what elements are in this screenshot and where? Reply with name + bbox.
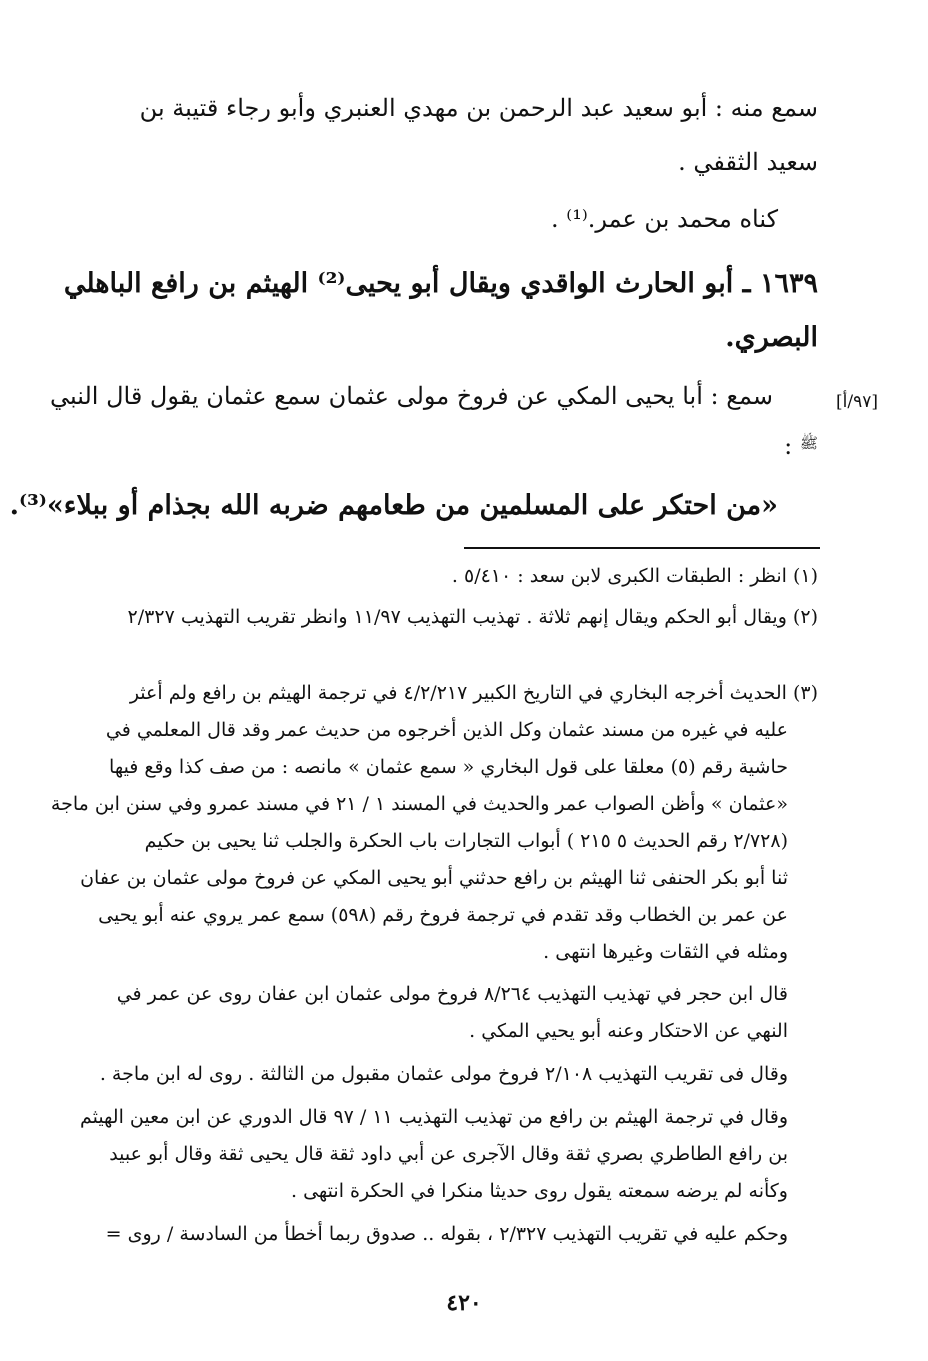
footnote-1: (١) انظر : الطبقات الكبرى لابن سعد : ٥/٤١٠ . [451,565,818,587]
footnote-3-line: (٣) الحديث أخرجه البخاري في التاريخ الكبير ٤/٢/٢١٧ في ترجمة الهيثم بن رافع ولم أعثر [129,682,818,704]
narration-line-2 [784,432,818,460]
footnote-3-paragraph-3: وقال فى تقريب التهذيب ٢/١٠٨ فروخ مولى عثمان مقبول من الثالثة . روى له ابن ماجة . [99,1063,788,1085]
footnote-3-line: عليه في غيره من مسند عثمان وكل الذين أخرجوه من حديث عمر وقد قال المعلمي في [105,719,788,741]
footnote-3-line: عن عمر بن الخطاب وقد تقدم في ترجمة فروخ رقم (٥٩٨) سمع عمر يروي عنه أبو يحيى [98,904,788,926]
intro-line-1: سمع منه : أبو سعيد عبد الرحمن بن مهدي العنبري وأبو رجاء قتيبة بن [139,94,818,122]
footnote-3-paragraph-4-line: بن رافع الطاطري بصري ثقة وقال الآجرى عن أبي داود ثقة قال يحيى ثقة وقال أبو عبيد [109,1143,788,1165]
footnote-3-paragraph-4-line: وكأنه لم يرضه سمعته يقول روى حديثا منكرا في الحكرة انتهى . [291,1180,788,1202]
footnote-3-paragraph-2-line: النهي عن الاحتكار وعنه أبو يحيي المكي . [469,1020,788,1042]
salawat-glyph: ﷺ [799,434,818,452]
footnote-3-paragraph-4-line: وقال في ترجمة الهيثم بن رافع من تهذيب التهذيب ١١ / ٩٧ قال الدوري عن ابن معين الهيثم [79,1106,788,1128]
intro-line-2: سعيد الثقفي . [678,148,818,176]
footnote-3-line: (٢/٧٢٨ رقم الحديث ٥ ٢١٥ ) أبواب التجارات باب الحكرة والجلب ثنا يحيى بن حكيم [144,830,788,852]
footnote-2: (٢) ويقال أبو الحكم ويقال إنهم ثلاثة . تهذيب التهذيب ١١/٩٧ وانظر تقريب التهذيب ٢/٣٢٧ [127,606,818,628]
page-number: ٤٢٠ [446,1290,482,1316]
entry-heading-line-2: البصري. [725,322,818,353]
hadith-text: «من احتكر على المسلمين من طعامهم ضربه الله بجذام أو ببلاء»⁽³⁾. [9,490,778,521]
entry-heading-line-1: ١٦٣٩ ـ أبو الحارث الواقدي ويقال أبو يحيى⁽²⁾ الهيثم بن رافع الباهلي [63,268,818,299]
narration-line-1: سمع : أبا يحيى المكي عن فروخ مولى عثمان سمع عثمان يقول قال النبي [49,382,773,410]
footnote-3-line: ومثله في الثقات وغيرها انتهى . [543,941,788,963]
kunya-line: كناه محمد بن عمر.⁽¹⁾ . [551,205,778,233]
footnote-3-line: «عثمان » وأظن الصواب عمر والحديث في المسند ١ / ٢١ في مسند عمرو وفي سنن ابن ماجة [50,793,788,815]
footnote-3-paragraph-5: وحكم عليه في تقريب التهذيب ٢/٣٢٧ ، بقوله .. صدوق ربما أخطأ من السادسة / روى = [105,1223,788,1245]
footnote-separator [464,547,820,549]
footnote-3-line: ثنا أبو بكر الحنفى ثنا الهيثم بن رافع حدثني أبو يحيى المكي عن فروخ مولى عثمان بن عفان [80,867,788,889]
footnote-3-line: حاشية رقم (٥) معلقا على قول البخاري « سمع عثمان » مانصه : من صف كذا وقع فيها [109,756,788,778]
manuscript-folio-marker: [٩٧/أ] [836,392,878,412]
footnote-3-paragraph-2-line: قال ابن حجر في تهذيب التهذيب ٨/٢٦٤ فروخ مولى عثمان ابن عفان روى عن عمر في [116,983,788,1005]
narration-colon: : [784,432,793,460]
